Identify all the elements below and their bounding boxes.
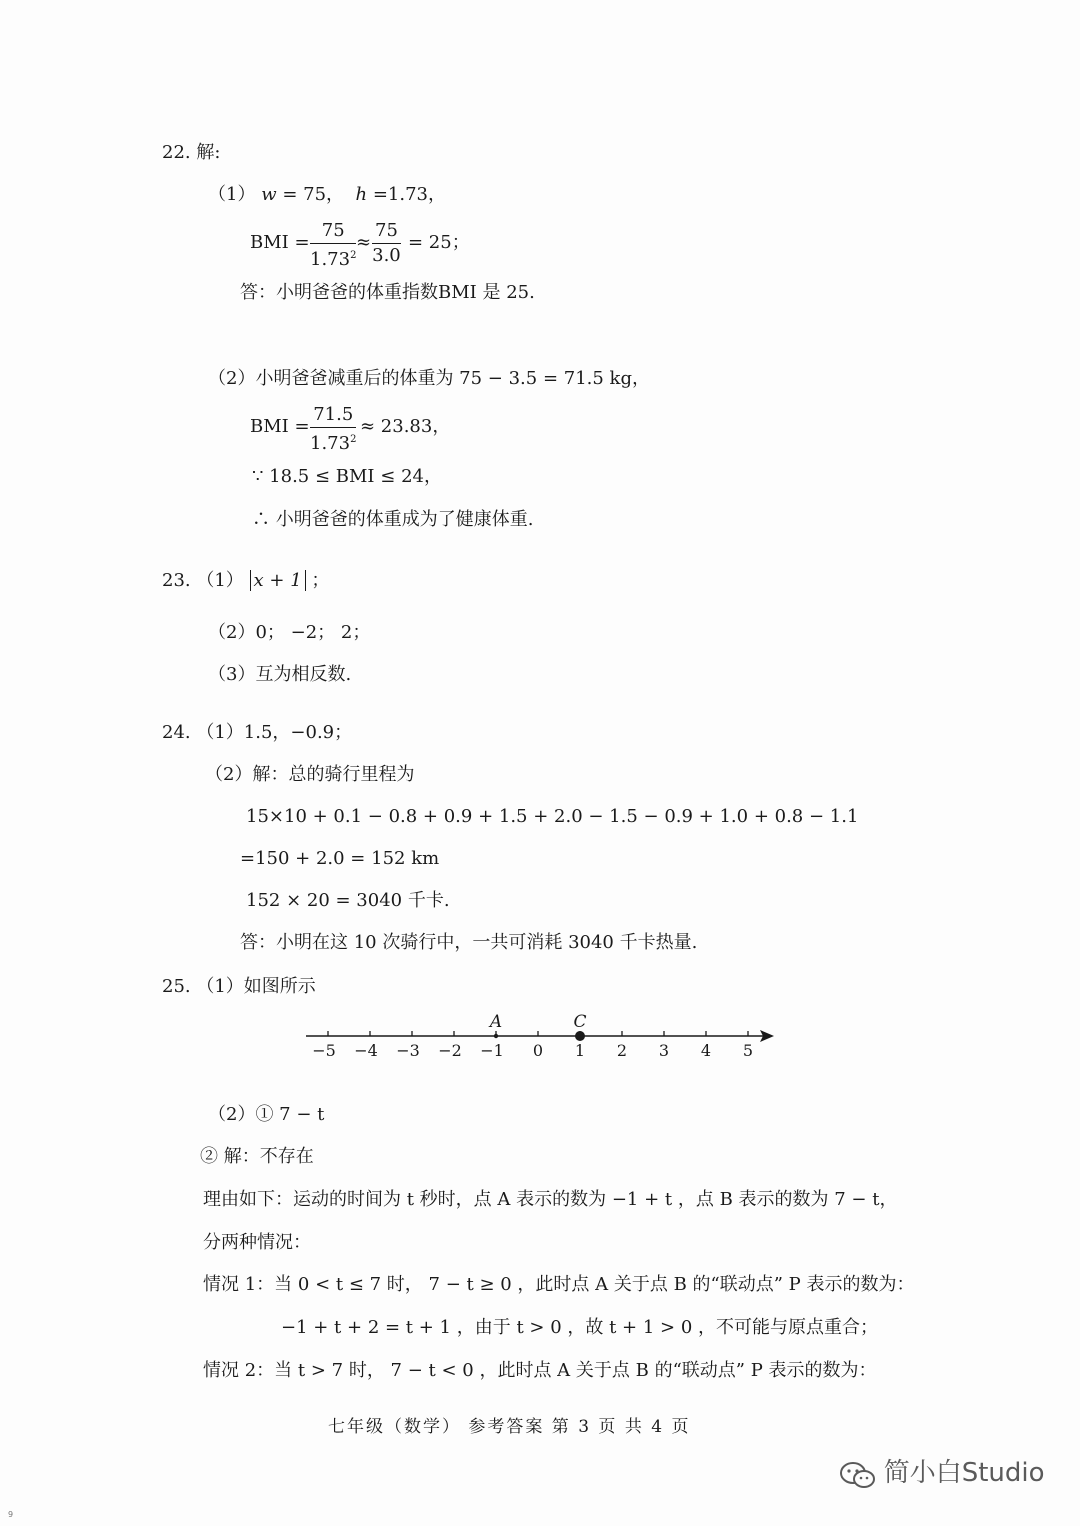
var-h: h (355, 184, 368, 205)
bmi1-fraction-2 (372, 221, 401, 266)
q23-part1 (162, 570, 329, 592)
q22-part1-given (208, 184, 446, 206)
bmi2-num: 71.5 (310, 405, 356, 428)
bmi1-f1-den (310, 244, 356, 270)
q24-equation-2: =150 + 2.0 = 152 km (240, 848, 440, 869)
tick-label: 3 (658, 1041, 670, 1060)
point-a-label: A (489, 1012, 503, 1032)
point-c-dot (575, 1031, 585, 1041)
q25-part2-2: ② 解：不存在 (200, 1146, 314, 1167)
abs-expression: x + 1 (250, 570, 306, 591)
bmi2-den (310, 428, 356, 454)
q25-part2-1: （2）① 7 − t (208, 1104, 325, 1125)
bmi2-fraction (310, 405, 356, 454)
q25-reason: 理由如下：运动的时间为 t 秒时，点 A 表示的数为 −1 + t ，点 B 表示的数为 7 − t， (203, 1189, 898, 1210)
bmi1-f1-base: 1.73 (310, 249, 351, 270)
point-a-dot (494, 1034, 498, 1038)
watermark (838, 1460, 1045, 1492)
page-footer: 七年级（数学） 参考答案 第 3 页 共 4 页 (328, 1417, 691, 1437)
q24-part2: （2）解：总的骑行里程为 (205, 764, 415, 785)
bmi1-f2-den: 3.0 (372, 245, 401, 266)
tick-label: 5 (742, 1041, 754, 1060)
q23-heading: 23. （1） (162, 570, 244, 591)
q22-part2: （2）小明爸爸减重后的体重为 75 − 3.5 = 71.5 kg， (208, 368, 650, 389)
q25-case1-equation: −1 + t + 2 = t + 1 ，由于 t > 0 ，故 t + 1 > 0 ，不可能与原点重合； (281, 1317, 879, 1338)
q22-part1-label: （1） (208, 184, 256, 205)
h-value: =1.73， (372, 184, 447, 205)
q25-cases: 分两种情况： (203, 1232, 311, 1253)
tick-label: 1 (574, 1041, 586, 1060)
q24-part1: 24. （1）1.5，−0.9； (162, 722, 353, 743)
q22-because: ∵ 18.5 ≤ BMI ≤ 24， (252, 466, 442, 487)
bmi2-base: 1.73 (310, 433, 351, 454)
bmi2-result: ≈ 23.83， (360, 416, 451, 437)
bmi1-approx: ≈ (356, 232, 372, 253)
bmi1-f2-num: 75 (372, 221, 401, 244)
point-c-label: C (573, 1012, 587, 1032)
bmi2-lhs: BMI = (250, 416, 310, 437)
var-w: w (261, 184, 277, 205)
q25-part1: 25. （1）如图所示 (162, 976, 316, 997)
bmi2-exp: 2 (350, 434, 357, 445)
tick-label: −2 (438, 1041, 462, 1060)
bmi1-lhs: BMI = (250, 232, 310, 253)
q22-heading: 22. 解: (162, 142, 221, 163)
tick-label: −1 (480, 1041, 504, 1060)
q23-part2: （2）0； −2； 2； (208, 622, 371, 643)
watermark-text: 简小白Studio (883, 1458, 1045, 1488)
q24-equation-1: 15×10 + 0.1 − 0.8 + 0.9 + 1.5 + 2.0 − 1.5 − 0.9 + 1.0 + 0.8 − 1.1 (246, 806, 859, 827)
wechat-icon (838, 1460, 878, 1492)
q23-part1-tail: ； (311, 570, 330, 591)
q24-equation-3: 152 × 20 = 3040 千卡. (246, 890, 450, 911)
tick-label: −4 (354, 1041, 378, 1060)
q22-therefore: ∴ 小明爸爸的体重成为了健康体重. (252, 509, 534, 530)
bmi1-f1-num: 75 (310, 221, 356, 244)
tick-label: 0 (532, 1041, 544, 1060)
number-line (0, 1006, 1080, 1086)
corner-mark: 9 (8, 1510, 14, 1519)
q23-part3: （3）互为相反数. (208, 664, 352, 685)
q22-answer-1: 答：小明爸爸的体重指数BMI 是 25. (240, 282, 535, 303)
bmi1-fraction-1 (310, 221, 356, 270)
w-value: = 75， (282, 184, 345, 205)
tick-label: 2 (616, 1041, 628, 1060)
q25-case2: 情况 2：当 t > 7 时， 7 − t < 0 ，此时点 A 关于点 B 的“联动点” P 表示的数为： (203, 1360, 877, 1381)
bmi1-f1-exp: 2 (350, 250, 357, 261)
tick-label: −5 (312, 1041, 336, 1060)
bmi1-result: = 25； (408, 232, 470, 253)
tick-label: −3 (396, 1041, 420, 1060)
q25-case1: 情况 1：当 0 < t ≤ 7 时， 7 − t ≥ 0 ，此时点 A 关于点 B 的“联动点” P 表示的数为： (203, 1274, 915, 1295)
q24-answer: 答：小明在这 10 次骑行中，一共可消耗 3040 千卡热量. (240, 932, 698, 953)
tick-label: 4 (700, 1041, 712, 1060)
